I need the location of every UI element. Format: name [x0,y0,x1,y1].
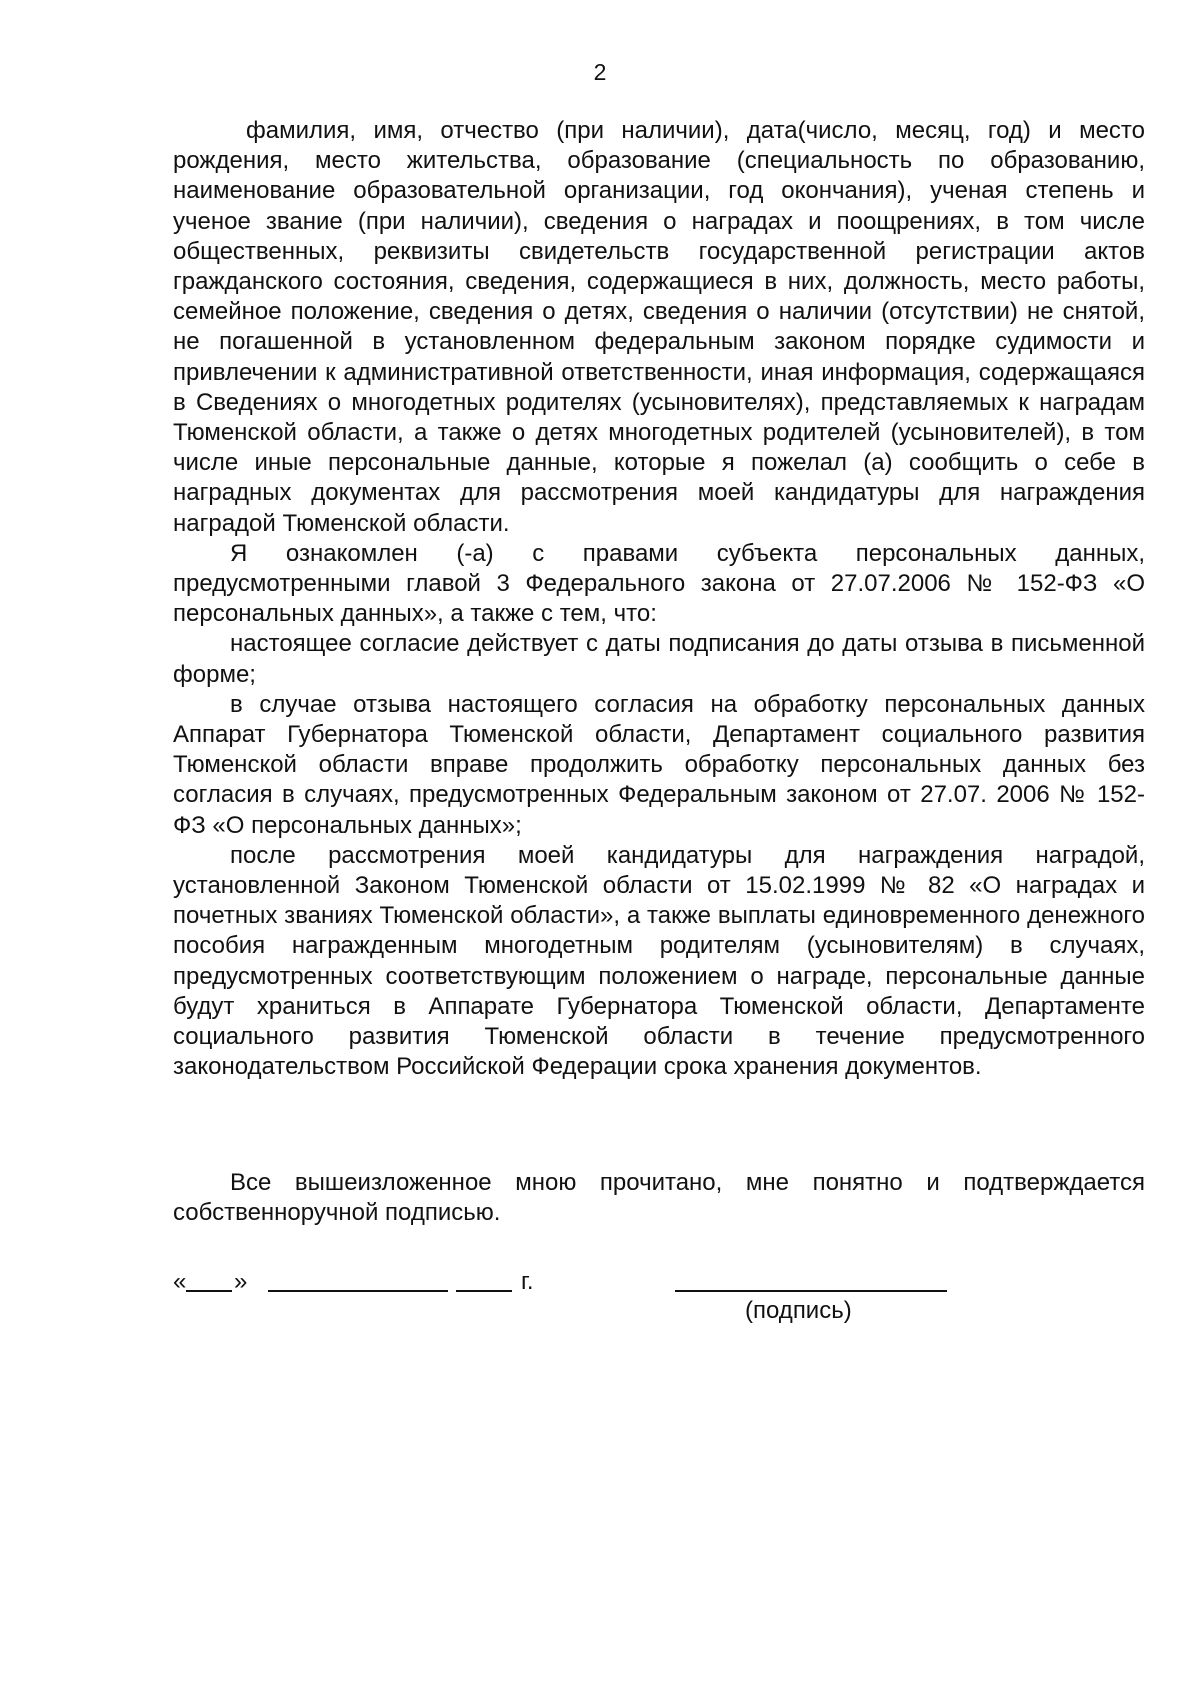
signature-caption: (подпись) [745,1297,852,1324]
closing-paragraph: Все вышеизложенное мною прочитано, мне понятно и подтверждается собственноручной подписью. [173,1169,1145,1227]
withdrawal-paragraph: в случае отзыва настоящего согласия на обработку персональных данных Аппарат Губернатора Тюменской области, Департамент социального развития Тюменской области вправе продолжить обработку персональных данных без согласия в случаях, предусмотренных Федеральным законом от 27.07. 2006 № 152-ФЗ «О персональных данных»; [173,690,1145,839]
acknowledgement-paragraph: Я ознакомлен (-а) с правами субъекта персональных данных, предусмотренными главой 3 Федерального закона от 27.07.2006 № 152-ФЗ «О персональных данных», а также с тем, что: [173,539,1145,628]
consent-validity-paragraph: настоящее согласие действует с даты подписания до даты отзыва в письменной форме; [173,630,1145,688]
personal-data-list-paragraph: фамилия, имя, отчество (при наличии), дата(число, месяц, год) и место рождения, место жительства, образование (специальность по образованию, наименование образовательной организации, год окончания), ученая степень и ученое звание (при наличии), сведения о наградах и поощрениях, в том числе общественных, реквизиты свидетельств государственной регистрации актов гражданского состояния, сведения, содержащиеся в них, должность, место работы, семейное положение, сведения о детях, сведения о наличии (отсутствии) не снятой, не погашенной в установленном федеральным законом порядке судимости и привлечении к административной ответственности, иная информация, содержащаяся в Сведениях о многодетных родителях (усыновителях), представляемых к наградам Тюменской области, а также о детях многодетных родителей (усыновителей), в том числе иные персональные данные, которые я пожелал (а) сообщить о себе в наградных документах для рассмотрения моей кандидатуры для награждения наградой Тюменской области. [173,117,1145,537]
consent-body [173,116,1145,1083]
month-blank[interactable] [268,1267,448,1292]
closing-statement [173,1168,1145,1228]
signature-blank[interactable] [675,1267,947,1292]
day-blank[interactable] [186,1267,232,1292]
storage-paragraph: после рассмотрения моей кандидатуры для награждения наградой, установленной Законом Тюменской области от 15.02.1999 № 82 «О наградах и почетных званиях Тюменской области», а также выплаты единовременного денежного пособия награжденным многодетным родителям (усыновителям) в случаях, предусмотренных соответствующим положением о награде, персональные данные будут храниться в Аппарате Губернатора Тюменской области, Департаменте социального развития Тюменской области в течение предусмотренного законодательством Российской Федерации срока хранения документов. [173,841,1145,1081]
quote-open: « [173,1268,187,1295]
quote-close: » [234,1268,248,1295]
date-signature-row [173,1267,1145,1301]
year-suffix: г. [521,1268,534,1295]
year-blank[interactable] [456,1267,512,1292]
page-number: 2 [593,59,607,85]
